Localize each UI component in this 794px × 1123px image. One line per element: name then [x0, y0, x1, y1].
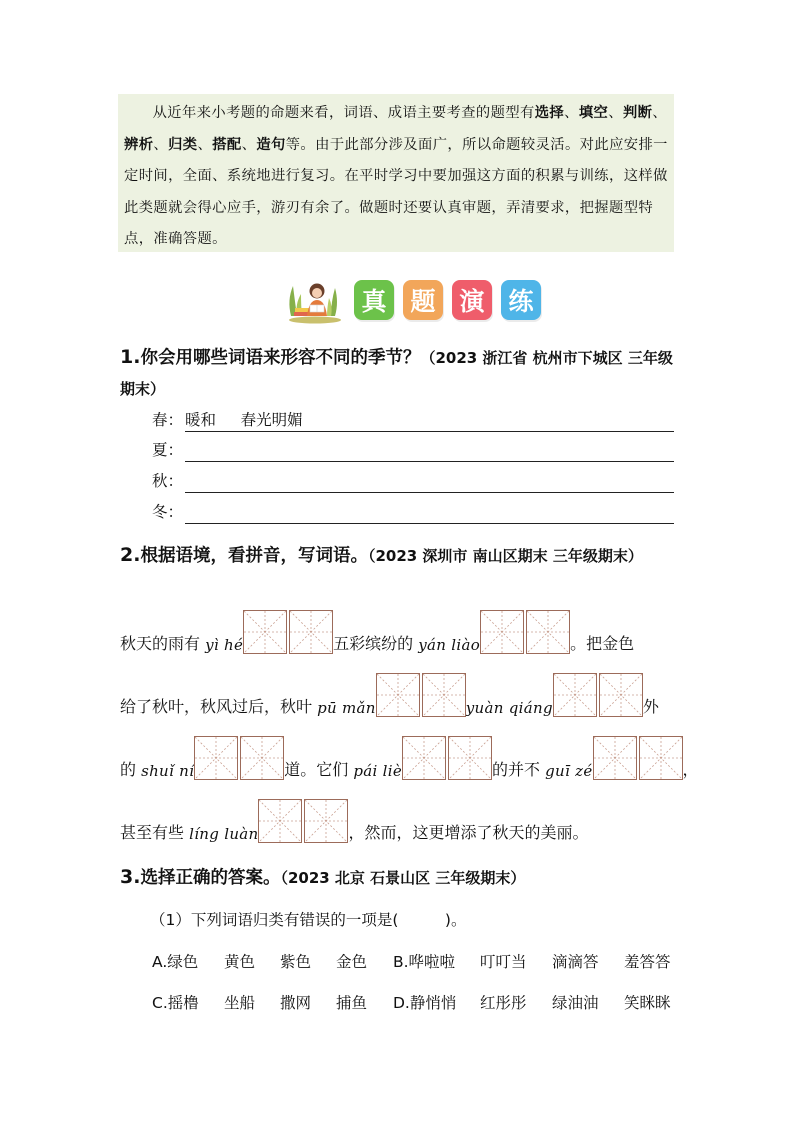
season-row-autumn [152, 467, 674, 493]
keyword: 填空 [578, 105, 609, 121]
question-number: 1. [120, 346, 141, 368]
passage-text: 的 [120, 760, 142, 779]
passage-text: ，然而，这更增添了秋天的美丽。 [348, 823, 589, 842]
season-row-summer [152, 436, 674, 462]
intro-text: 从近年来小考题的命题来看，词语、成语主要考查的题型有 [152, 105, 535, 121]
answer-line[interactable] [185, 492, 674, 493]
tianzige-box[interactable] [402, 736, 492, 780]
tianzige-box[interactable] [593, 736, 683, 780]
pinyin: guī zé [545, 762, 593, 780]
season-row-winter [152, 498, 674, 524]
intro-box [118, 94, 674, 252]
pinyin: yán liào [418, 636, 481, 654]
tianzige-cell[interactable] [553, 673, 597, 717]
passage-text: 。把金色 [570, 634, 635, 653]
banner-tile: 真 [354, 280, 394, 320]
passage-text: 外 [642, 697, 659, 716]
option-c[interactable]: C.摇橹 [152, 994, 199, 1012]
tianzige-box[interactable] [194, 736, 284, 780]
passage-line [120, 673, 659, 719]
sep: 、 [608, 105, 623, 121]
passage-text: 给了秋叶，秋风过后，秋叶 [120, 697, 318, 716]
question-3-heading [120, 862, 676, 894]
answer-line[interactable] [185, 523, 674, 524]
banner-tile: 演 [452, 280, 492, 320]
pinyin: yuàn qiáng [465, 699, 553, 717]
tianzige-box[interactable] [258, 799, 348, 843]
sub-question-1: （1）下列词语归类有错误的一项是( )。 [150, 911, 467, 929]
pinyin: shuǐ ní [141, 762, 195, 780]
tianzige-cell[interactable] [289, 610, 333, 654]
pinyin: pái liè [353, 762, 403, 780]
passage-line [120, 736, 699, 782]
section-banner [285, 276, 541, 324]
option-word: 叮叮当 [480, 953, 527, 971]
question-number: 3. [120, 866, 141, 888]
row-label: 秋： [152, 472, 184, 490]
banner-tile: 练 [501, 280, 541, 320]
option-a[interactable]: A.绿色 [152, 953, 199, 971]
question-2-heading [120, 540, 676, 572]
option-word: 撒网 [280, 994, 312, 1012]
question-text: 根据语境，看拼音，写词语。 [140, 546, 368, 566]
question-text: 选择正确的答案。 [140, 868, 281, 888]
tianzige-cell[interactable] [593, 736, 637, 780]
tianzige-box[interactable] [553, 673, 643, 717]
option-word: 滴滴答 [552, 953, 599, 971]
option-word: 绿油油 [552, 994, 599, 1012]
keyword: 搭配 [212, 136, 242, 153]
passage-text: 道。它们 [284, 760, 354, 779]
pinyin: pū mǎn [317, 699, 376, 717]
keyword: 归类 [168, 136, 198, 153]
tianzige-cell[interactable] [448, 736, 492, 780]
option-word: 红彤彤 [480, 994, 527, 1012]
tianzige-cell[interactable] [402, 736, 446, 780]
tianzige-cell[interactable] [258, 799, 302, 843]
question-source: （2023 深圳市 南山区期末 三年级期末） [367, 547, 643, 565]
option-word: 笑眯眯 [624, 994, 671, 1012]
tianzige-box[interactable] [243, 610, 333, 654]
passage-text: 五彩缤纷的 [333, 634, 419, 653]
tianzige-cell[interactable] [376, 673, 420, 717]
question-1-heading [120, 342, 676, 405]
option-word: 羞答答 [624, 953, 671, 971]
keyword: 辨析 [124, 136, 154, 153]
option-word: 坐船 [224, 994, 256, 1012]
sep: 、 [564, 105, 579, 121]
passage-text: 秋天的雨有 [120, 634, 206, 653]
option-word: 黄色 [224, 953, 256, 971]
tianzige-cell[interactable] [304, 799, 348, 843]
sep: 、 [153, 136, 169, 153]
question-source: （2023 浙江省 杭州市下城区 三年级期末） [120, 349, 673, 398]
answer-line[interactable] [185, 461, 674, 462]
tianzige-box[interactable] [480, 610, 570, 654]
passage-line [120, 799, 589, 845]
option-b[interactable]: B.哗啦啦 [393, 953, 456, 971]
tianzige-box[interactable] [376, 673, 466, 717]
option-d[interactable]: D.静悄悄 [393, 994, 457, 1012]
intro-text: 等。由于此部分涉及面广，所以命题较灵活。对此应安排一定时间，全面、系统地进行复习。在平时学习中要加强这方面的积累与训练，这样做此类题就会得心应手，游刃有余了。做题时还要认真审题，弄清要求，把握题型特点，准确答题。 [124, 136, 668, 247]
tianzige-cell[interactable] [243, 610, 287, 654]
keyword: 判断 [622, 105, 653, 121]
sep: 、 [197, 136, 213, 153]
question-number: 2. [120, 544, 141, 566]
tianzige-cell[interactable] [422, 673, 466, 717]
passage-text: 的并不 [492, 760, 546, 779]
row-label: 夏： [152, 441, 184, 459]
sep: 、 [241, 136, 257, 153]
banner-tile: 题 [403, 280, 443, 320]
season-row-spring [152, 406, 674, 432]
answer-line[interactable] [185, 431, 674, 432]
pinyin: líng luàn [189, 825, 259, 843]
question-text: 你会用哪些词语来形容不同的季节？ [140, 348, 421, 368]
question-source: （2023 北京 石景山区 三年级期末） [280, 869, 526, 887]
option-word: 捕鱼 [336, 994, 368, 1012]
tianzige-cell[interactable] [240, 736, 284, 780]
row-label: 冬： [152, 503, 184, 521]
passage-line [120, 610, 634, 656]
passage-text: 甚至有些 [120, 823, 190, 842]
sep: 、 [652, 105, 668, 121]
keyword: 造句 [256, 136, 286, 153]
answer-text: 暖和 春光明媚 [185, 411, 303, 429]
option-word: 金色 [336, 953, 368, 971]
row-label: 春： [152, 411, 184, 429]
tianzige-cell[interactable] [599, 673, 643, 717]
reading-girl-icon [285, 276, 345, 324]
tianzige-cell[interactable] [639, 736, 683, 780]
tianzige-cell[interactable] [480, 610, 524, 654]
intro-paragraph [124, 98, 668, 256]
tianzige-cell[interactable] [526, 610, 570, 654]
pinyin: yì hé [205, 636, 244, 654]
option-word: 紫色 [280, 953, 312, 971]
keyword: 选择 [534, 105, 565, 121]
tianzige-cell[interactable] [194, 736, 238, 780]
passage-text: ， [682, 760, 699, 779]
